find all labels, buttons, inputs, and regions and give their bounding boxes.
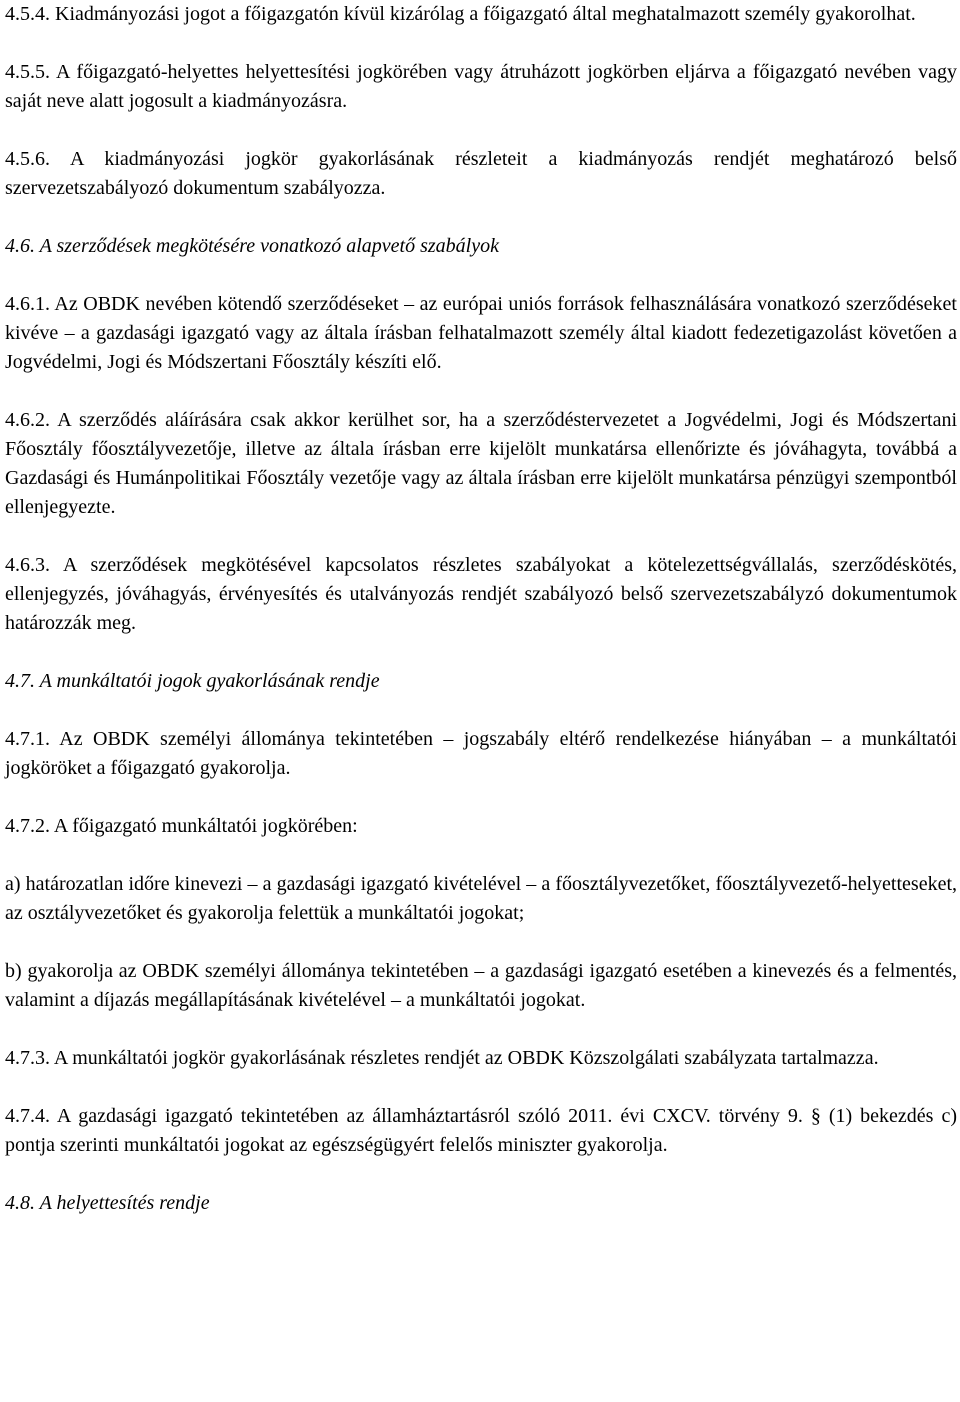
list-item-b: b) gyakorolja az OBDK személyi állománya tekintetében – a gazdasági igazgató esetében a kinevezés és a felmentés, valamint a díjazás megállapításának kivételével – a munkáltatói jogokat. — [5, 960, 957, 1011]
paragraph-4-6-3: 4.6.3. A szerződések megkötésével kapcsolatos részletes szabályokat a kötelezettségvállalás, szerződéskötés, ellenjegyzés, jóváhagyás, érvényesítés és utalványozás rendjét szabályozó belső szervezetszabályzó dokumentumok határozzák meg. — [5, 554, 957, 634]
paragraph-4-5-6: 4.5.6. A kiadmányozási jogkör gyakorlásának részleteit a kiadmányozás rendjét meghatározó belső szervezetszabályozó dokumentum szabályozza. — [5, 148, 957, 199]
paragraph-4-7-1: 4.7.1. Az OBDK személyi állománya tekintetében – jogszabály eltérő rendelkezése hiányában – a munkáltatói jogköröket a főigazgató gyakorolja. — [5, 728, 957, 779]
section-heading-4-7: 4.7. A munkáltatói jogok gyakorlásának rendje — [5, 670, 380, 692]
paragraph-4-5-4: 4.5.4. Kiadmányozási jogot a főigazgatón kívül kizárólag a főigazgató által meghatalmazott személy gyakorolhat. — [5, 3, 916, 25]
paragraph-4-6-1: 4.6.1. Az OBDK nevében kötendő szerződéseket – az európai uniós források felhasználására vonatkozó szerződéseket kivéve – a gazdasági igazgató vagy az általa írásban felhatalmazott személy által kiadott fedezetigazolást követően a Jogvédelmi, Jogi és Módszertani Főosztály készíti elő. — [5, 293, 957, 373]
document-page — [5, 0, 957, 1218]
paragraph-4-5-5: 4.5.5. A főigazgató-helyettes helyettesítési jogkörében vagy átruházott jogkörben eljárva a főigazgató nevében vagy saját neve alatt jogosult a kiadmányozásra. — [5, 61, 957, 112]
paragraph-4-7-2: 4.7.2. A főigazgató munkáltatói jogkörében: — [5, 815, 358, 837]
section-heading-4-8: 4.8. A helyettesítés rendje — [5, 1192, 210, 1214]
paragraph-4-6-2: 4.6.2. A szerződés aláírására csak akkor kerülhet sor, ha a szerződéstervezetet a Jogvédelmi, Jogi és Módszertani Főosztály főosztályvezetője, illetve az általa írásban erre kijelölt munkatársa ellenőrizte és jóváhagyta, továbbá a Gazdasági és Humánpolitikai Főosztály vezetője vagy az általa írásban erre kijelölt munkatársa pénzügyi szempontból ellenjegyezte. — [5, 409, 957, 518]
paragraph-4-7-3: 4.7.3. A munkáltatói jogkör gyakorlásának részletes rendjét az OBDK Közszolgálati szabályzata tartalmazza. — [5, 1047, 879, 1069]
paragraph-4-7-4: 4.7.4. A gazdasági igazgató tekintetében az államháztartásról szóló 2011. évi CXCV. törvény 9. § (1) bekezdés c) pontja szerinti munkáltatói jogokat az egészségügyért felelős miniszter gyakorolja. — [5, 1105, 957, 1156]
list-item-a: a) határozatlan időre kinevezi – a gazdasági igazgató kivételével – a főosztályvezetőket, főosztályvezető-helyetteseket, az osztályvezetőket és gyakorolja felettük a munkáltatói jogokat; — [5, 873, 957, 924]
section-heading-4-6: 4.6. A szerződések megkötésére vonatkozó alapvető szabályok — [5, 235, 499, 257]
